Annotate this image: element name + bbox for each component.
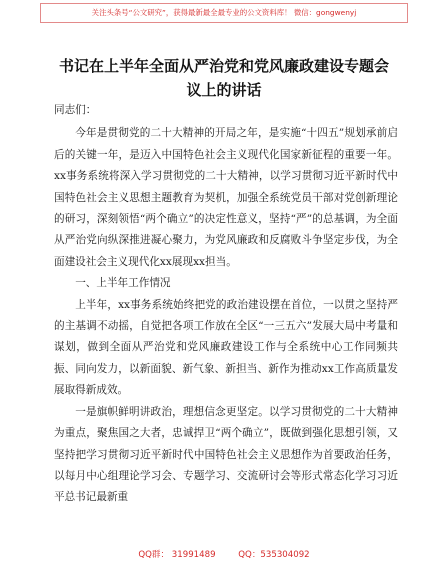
footer-contact	[0, 548, 448, 560]
document-body	[54, 100, 398, 509]
paragraph-summary: 上半年，xx事务系统始终把党的政治建设摆在首位，一以贯之坚持严的主基调不动摇，自觉把各项工作放在全区“一三五六”发展大局中考量和谋划，做到全面从严治党和党风廉政建设工作与全系统中心工作同频共振、同向发力，以新面貌、新气象、新担当、新作为推动xx工作高质量发展取得新成效。	[54, 298, 398, 397]
paragraph-point-one: 一是旗帜鲜明讲政治，理想信念更坚定。以学习贯彻党的二十大精神为重点，聚焦国之大者，忠诚捍卫“两个确立”，既做到强化思想引领，又坚持把学习贯彻习近平新时代中国特色社会主义思想作为首要政治任务，以每月中心组理论学习会、专题学习、交流研讨会等形式常态化学习习近平总书记最新重	[54, 405, 398, 504]
paragraph-intro: 今年是贯彻党的二十大精神的开局之年，是实施“十四五”规划承前启后的关键一年，是迈入中国特色社会主义现代化国家新征程的重要一年。xx事务系统将深入学习贯彻党的二十大精神，以学习贯彻习近平新时代中国特色社会主义思想主题教育为契机，加强全系统党员干部对党创新理论的研习，深刻领悟“两个确立”的决定性意义，坚持“严”的总基调，为全面从严治党向纵深推进凝心聚力，为党风廉政和反腐败斗争坚定步伐，为全面建设社会主义现代化xx展现xx担当。	[54, 127, 398, 268]
footer-qq-group: QQ群： 31991489	[138, 550, 216, 560]
section-heading: 一、上半年工作情况	[75, 277, 171, 290]
header-promo-banner: 关注头条号“公文研究”，获得最新最全最专业的公文资料库！ 微信：gongwenyj	[40, 3, 408, 23]
salutation: 同志们：	[54, 104, 97, 116]
footer-qq-contact: QQ：535304092	[238, 550, 310, 560]
document-title: 书记在上半年全面从严治党和党风廉政建设专题会议上的讲话	[58, 57, 389, 99]
